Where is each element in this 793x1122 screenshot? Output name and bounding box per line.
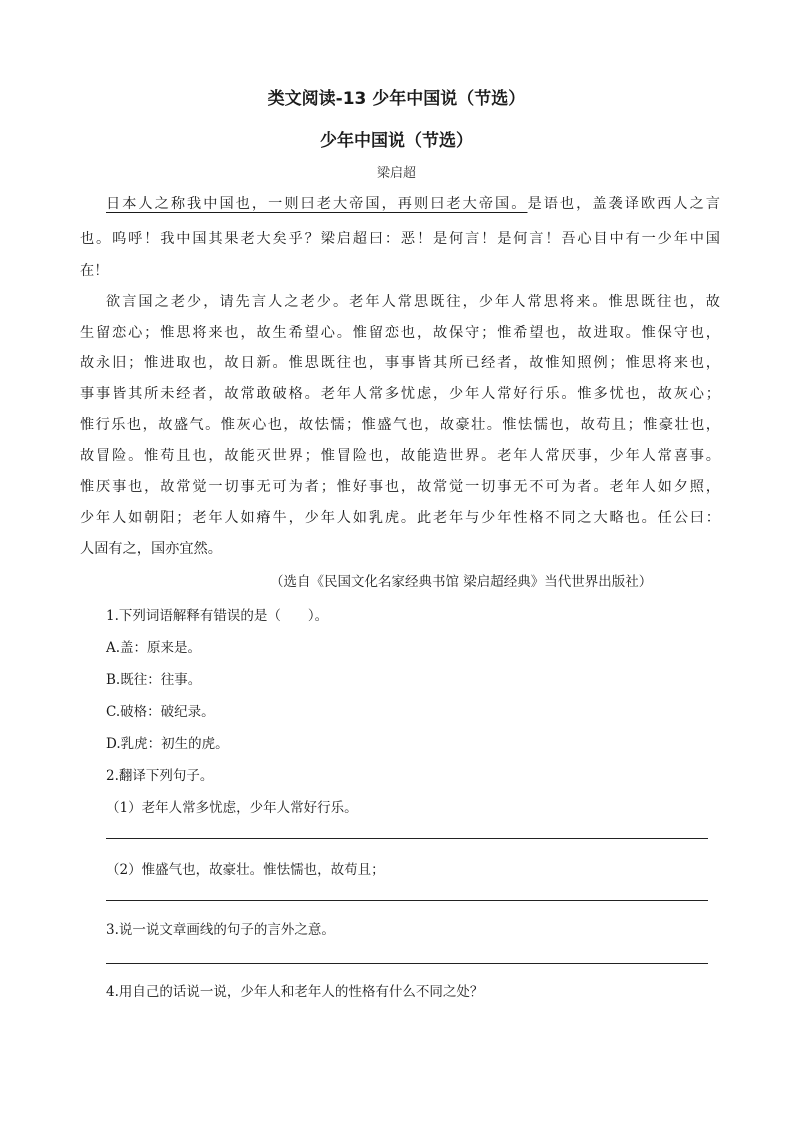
passage-author: 梁启超 (376, 166, 416, 181)
passage-line: 事事皆其所未经者，故常敢破格。老年人常多忧虑，少年人常好行乐。惟多忧也，故灰心； (80, 386, 720, 402)
passage-text: 是语也，盖袭译欧西人之言 (527, 196, 720, 212)
passage-line: 也。呜呼！我中国其果老大矣乎？梁启超曰：恶！是何言！是何言！吾心目中有一少年中国 (80, 231, 720, 247)
option-b: B.既往：往事。 (106, 672, 202, 688)
passage-line: 人固有之，国亦宜然。 (80, 541, 222, 557)
question-3: 3.说一说文章画线的句子的言外之意。 (106, 922, 335, 938)
passage-line (106, 194, 720, 214)
passage-line: 生留恋心；惟思将来也，故生希望心。惟留恋也，故保守；惟希望也，故进取。惟保守也， (80, 325, 720, 341)
passage-line: 欲言国之老少，请先言人之老少。老年人常思既往，少年人常思将来。惟思既往也，故 (106, 294, 720, 310)
answer-line[interactable] (106, 900, 708, 901)
passage-line: 故冒险。惟苟且也，故能灭世界；惟冒险也，故能造世界。老年人常厌事，少年人常喜事。 (80, 448, 720, 464)
question-2-sentence-2: （2）惟盛气也，故豪壮。惟怯懦也，故苟且； (106, 862, 385, 878)
passage-line: 惟行乐也，故盛气。惟灰心也，故怯懦；惟盛气也，故豪壮。惟怯懦也，故苟且；惟豪壮也， (80, 417, 720, 433)
passage-line: 故永旧；惟进取也，故日新。惟思既往也，事事皆其所已经者，故惟知照例；惟思将来也， (80, 355, 720, 371)
page-title: 类文阅读-13 少年中国说（节选） (267, 89, 526, 109)
passage-line: 在！ (80, 263, 109, 279)
question-4: 4.用自己的话说一说，少年人和老年人的性格有什么不同之处？ (106, 984, 484, 1000)
passage-title: 少年中国说（节选） (320, 131, 473, 151)
answer-line[interactable] (106, 838, 708, 839)
option-c: C.破格：破纪录。 (106, 704, 215, 720)
option-a: A.盖：原来是。 (106, 640, 202, 656)
answer-line[interactable] (106, 963, 708, 964)
underlined-sentence: 日本人之称我中国也，一则曰老大帝国，再则曰老大帝国。 (106, 196, 528, 212)
question-2: 2.翻译下列句子。 (106, 768, 214, 784)
question-1: 1.下列词语解释有错误的是（ ）。 (106, 608, 329, 624)
question-2-sentence-1: （1）老年人常多忧虑，少年人常好行乐。 (106, 800, 358, 816)
option-d: D.乳虎：初生的虎。 (106, 736, 229, 752)
passage-line: 惟厌事也，故常觉一切事无可为者；惟好事也，故常觉一切事无不可为者。老年人如夕照， (80, 479, 720, 495)
source-citation: （选自《民国文化名家经典书馆 梁启超经典》当代世界出版社） (270, 574, 653, 590)
passage-line: 少年人如朝阳；老年人如瘠牛，少年人如乳虎。此老年与少年性格不同之大略也。任公曰： (80, 510, 720, 526)
